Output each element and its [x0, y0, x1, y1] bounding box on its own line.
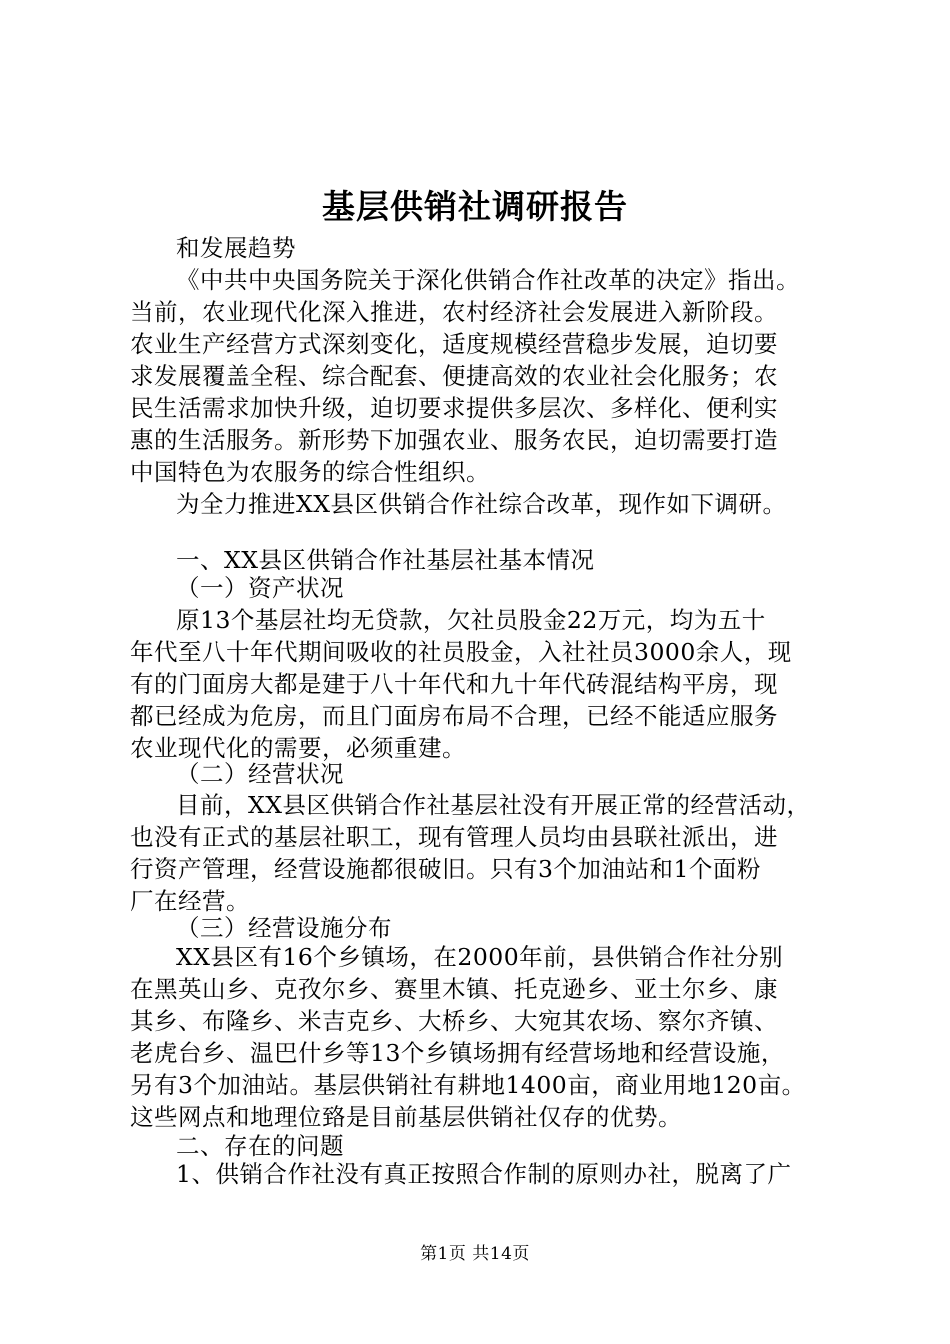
- text-line: 农业现代化的需要，必须重建。: [130, 734, 466, 762]
- text-line: 厂在经营。: [130, 887, 250, 915]
- text-line: 这些网点和地理位臵是目前基层供销社仅存的优势。: [130, 1103, 682, 1131]
- text-line: 行资产管理，经营设施都很破旧。只有3个加油站和1个面粉: [130, 855, 761, 883]
- text-line: 1、供销合作社没有真正按照合作制的原则办社，脱离了广: [176, 1160, 792, 1188]
- text-line: 都已经成为危房，而且门面房布局不合理，已经不能适应服务: [130, 702, 778, 730]
- text-line: 年代至八十年代期间吸收的社员股金，入社社员3000余人，现: [130, 638, 792, 666]
- text-line: 《中共中央国务院关于深化供销合作社改革的决定》指出。: [176, 266, 800, 294]
- text-line: 农业生产经营方式深刻变化，适度规模经营稳步发展，迫切要: [130, 330, 778, 358]
- text-line: 惠的生活服务。新形势下加强农业、服务农民，迫切需要打造: [130, 426, 778, 454]
- text-line: 在黑英山乡、克孜尔乡、赛里木镇、托克逊乡、亚土尔乡、康: [130, 975, 778, 1003]
- text-line: 有的门面房大都是建于八十年代和九十年代砖混结构平房，现: [130, 670, 778, 698]
- text-line: 目前，XX县区供销合作社基层社没有开展正常的经营活动，: [176, 791, 811, 819]
- text-line: 原13个基层社均无贷款，欠社员股金22万元，均为五十: [176, 606, 766, 634]
- subsection-heading: （二）经营状况: [176, 760, 344, 788]
- section-heading: 二、存在的问题: [176, 1132, 344, 1160]
- text-line: 和发展趋势: [176, 234, 296, 262]
- text-line: 为全力推进XX县区供销合作社综合改革，现作如下调研。: [176, 490, 787, 518]
- subsection-heading: （一）资产状况: [176, 574, 344, 602]
- text-line: 求发展覆盖全程、综合配套、便捷高效的农业社会化服务；农: [130, 362, 778, 390]
- page-number-footer: 第1页 共14页: [420, 1244, 530, 1264]
- text-line: 老虎台乡、温巴什乡等13个乡镇场拥有经营场地和经营设施，: [130, 1039, 785, 1067]
- text-line: 其乡、布隆乡、米吉克乡、大桥乡、大宛其农场、察尔齐镇、: [130, 1007, 778, 1035]
- subsection-heading: （三）经营设施分布: [176, 914, 392, 942]
- text-line: 当前，农业现代化深入推进，农村经济社会发展进入新阶段。: [130, 298, 778, 326]
- text-line: 也没有正式的基层社职工，现有管理人员均由县联社派出，进: [130, 823, 778, 851]
- text-line: 另有3个加油站。基层供销社有耕地1400亩，商业用地120亩。: [130, 1071, 806, 1099]
- section-heading: 一、XX县区供销合作社基层社基本情况: [176, 546, 595, 574]
- text-line: XX县区有16个乡镇场，在2000年前，县供销合作社分别: [176, 943, 784, 971]
- text-line: 民生活需求加快升级，迫切要求提供多层次、多样化、便利实: [130, 394, 778, 422]
- text-line: 中国特色为农服务的综合性组织。: [130, 458, 490, 486]
- document-title: 基层供销社调研报告: [322, 187, 628, 226]
